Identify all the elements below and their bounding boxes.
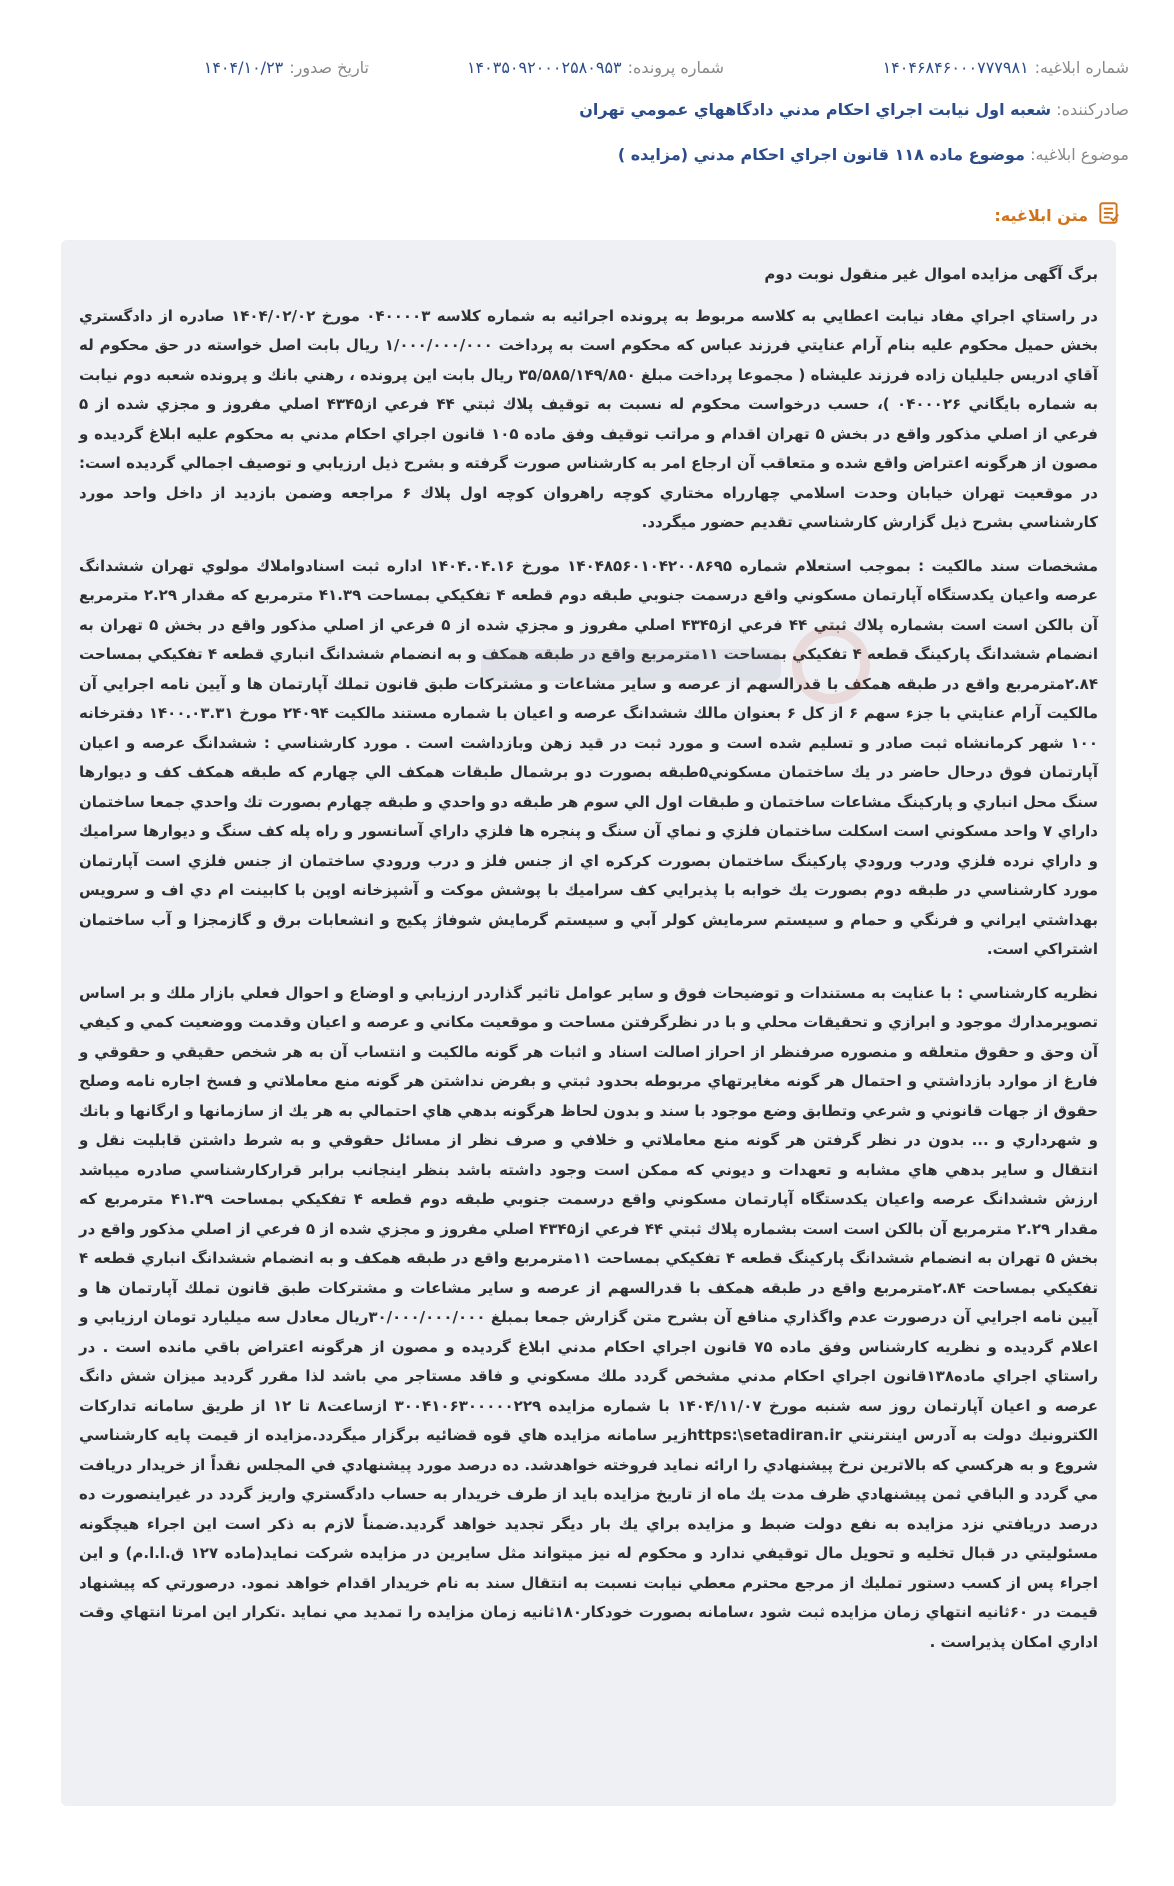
notice-text-title (994, 200, 1122, 230)
subject-label: موضوع ابلاغیه: (1030, 145, 1129, 164)
notice-text-title-label: متن ابلاغیه: (994, 205, 1088, 225)
issue-date-field (204, 58, 369, 77)
issuer-value: شعبه اول نيابت اجراي احكام مدني دادگاههاي عمومي تهران (579, 100, 1052, 119)
issuer-label: صادرکننده: (1056, 100, 1129, 119)
notice-number-label: شماره ابلاغیه: (1034, 58, 1129, 77)
case-number-label: شماره پرونده: (627, 58, 724, 77)
subject-value: موضوع ماده ۱۱۸ قانون اجراي احكام مدني (مزايده ) (617, 145, 1025, 164)
notice-body (61, 240, 1116, 1806)
case-number-value: ۱۴۰۳۵۰۹۲۰۰۰۲۵۸۰۹۵۳ (466, 58, 622, 77)
header-meta-row (45, 58, 1129, 77)
paragraph-expert-opinion: نظريه كارشناسي : با عنايت به مستندات و توضيحات فوق و ساير عوامل تاثير گذاردر ارزيابي و اوضاع و احوال فعلي بازار ملك و بر اساس تصويرمدارك موجود و ابرازي و تحقيقات محلي و با در نظرگرفتن مساحت و موقعيت مكاني و عرصه و اعيان وقدمت ووضعيت كمي و كيفي آن وحق و حقوق متعلقه و منصوره صرفنظر از احراز اصالت اسناد و اثبات هر گونه مالكيت و انتساب آن به هر شخص حقيقي و حقوقي و فارغ از موارد بازداشتي و احتمال هر گونه مغايرتهاي مربوطه بحدود ثبتي و بفرض نداشتن هر گونه منع معاملاتي و فسخ اجاره نامه وصلح حقوق از جهات قانوني و شرعي وتطابق وضع موجود با سند و بدون لحاظ هرگونه بدهي هاي احتمالي به هر يك از سازمانها و ارگانها و بانك و شهرداري و ... بدون در نظر گرفتن هر گونه منع معاملاتي و خلافي و صرف نظر از مسائل حقوقي و به شرط داشتن قابليت نقل و انتقال و ساير بدهي هاي مشابه و تعهدات و ديوني كه ممكن است وجود داشته باشد بنظر اينجانب برابر قراركارشناسي صادره ميباشد ارزش ششدانگ عرصه واعيان يكدستگاه آپارتمان مسكوني واقع درسمت جنوبي طبقه دوم قطعه ۴ تفكيكي بمساحت ۴۱.۳۹ مترمربع كه مقدار ۲.۲۹ مترمربع آن بالكن است است بشماره پلاك ثبتي ۴۴ فرعي از۴۳۴۵ اصلي مفروز و مجزي شده از ۵ فرعي از اصلي مذكور واقع در بخش ۵ تهران به انضمام ششدانگ پاركينگ قطعه ۴ تفكيكي بمساحت ۱۱مترمربع واقع در طبقه همكف و به انضمام ششدانگ انباري قطعه ۴ تفكيكي بمساحت ۲.۸۴مترمربع واقع در طبقه همكف با قدرالسهم از عرصه و ساير مشاعات و مشتركات طبق قانون تملك آپارتمان ها و آيين نامه اجرايي آن درصورت عدم واگذاري منافع آن بشرح متن گزارش جمعا بمبلغ ۳۰/۰۰۰/۰۰۰/۰۰۰ريال معادل سه ميليارد تومان ارزيابي و اعلام گرديده و نظريه كارشناس وفق ماده ۷۵ قانون اجراي احكام مدني ابلاغ گرديده و مصون از هرگونه اعتراض باقي مانده است . در راستاي اجراي ماده۱۳۸قانون اجراي احكام مدني مشخص گردد ملك مسكوني و فاقد مستاجر مي باشد لذا مقرر گرديد ميزان شش دانگ عرصه و اعيان آپارتمان روز سه شنبه مورخ ۱۴۰۴/۱۱/۰۷ با شماره مزايده ۳۰۰۴۱۰۶۳۰۰۰۰۰۲۲۹ ازساعت۸ تا ۱۲ از طريق سامانه تداركات الكترونيك دولت به آدرس اينترنتي https:\setadiran.irزير سامانه مزايده هاي قوه قضائيه برگزار ميگردد.مزايده از قيمت پايه كارشناسي شروع و به هركسي كه بالاترين نرخ پيشنهادي را ارائه نمايد فروخته خواهدشد. ده درصد مورد پيشنهادي في المجلس نقداً از خريدار دريافت مي گردد و الباقي ثمن پيشنهادي ظرف مدت يك ماه از تاريخ مزايده بايد از طرف خريدار به حساب دادگستري واريز گردد در غيراينصورت ده درصد دريافتي نزد مزايده به نفع دولت ضبط و مزايده براي يك بار ديگر تجديد خواهد گرديد.ضمناً لازم به ذكر است اين اجراء هيچگونه مسئوليتي در قبال تخليه و تحويل مال توقيفي ندارد و محكوم له نيز ميتواند مثل سايرين در مزايده شركت نمايد(ماده ۱۲۷ ق.ا.ا.م) و اين اجراء پس از كسب دستور تمليك از مرجع محترم معطي نيابت نسبت به انتقال سند به نام خريدار اقدام خواهد نمود. درصورتي كه پيشنهاد قيمت در ۶۰ثانيه انتهاي زمان مزايده ثبت شود ،سامانه بصورت خودكار۱۸۰ثانيه زمان مزايده را تمديد مي نمايد .تكرار اين امرتا انتهاي وقت اداري امكان پذيراست . (79, 983, 1099, 1651)
notice-number-field (724, 58, 1129, 77)
paragraph-intro: در راستاي اجراي مفاد نيابت اعطايي به كلاسه مربوط به پرونده اجرائيه به شماره كلاسه ۰۴۰۰۰۰۳ مورخ ۱۴۰۴/۰۲/۰۲ صادره از دادگستري بخش حميل محكوم عليه بنام آرام عنايتي فرزند عباس كه محكوم است به پرداخت ۱/۰۰۰/۰۰۰/۰۰۰ ريال بابت اصل خواسته در حق محكوم له آقاي ادريس جليليان زاده فرزند عليشاه ( مجموعا پرداخت مبلغ ۳۵/۵۸۵/۱۴۹/۸۵۰ ريال بابت اين پرونده ، رهني بانك و پرونده شعبه دوم نيابت به شماره بايگاني ۰۴۰۰۰۲۶ )، حسب درخواست محكوم له نسبت به توقيف پلاك ثبتي ۴۴ فرعي از۴۳۴۵ اصلي مفروز و مجزي شده از ۵ فرعي از اصلي مذكور واقع در بخش ۵ تهران اقدام و مراتب توقيف وفق ماده ۱۰۵ قانون اجراي احكام مدني به محكوم عليه ابلاغ گرديده و مصون از هرگونه اعتراض واقع شده و متعاقب آن ارجاع امر به كارشناس صورت گرفته و بشرح ذيل ارزيابي و توصيف اجمالي گرديده است: در موقعيت تهران خيابان وحدت اسلامي چهارراه مختاري كوچه راهروان كوچه اول پلاك ۶ مراجعه وضمن بازديد از داخل واحد مورد كارشناسي بشرح ذيل گزارش كارشناسي تقديم حضور ميگردد. (79, 306, 1099, 531)
subject-row (45, 145, 1129, 164)
issue-date-value: ۱۴۰۴/۱۰/۲۳ (203, 58, 284, 77)
notice-number-value: ۱۴۰۴۶۸۴۶۰۰۰۷۷۷۹۸۱ (882, 58, 1029, 77)
issuer-row (45, 100, 1129, 119)
case-number-field (369, 58, 724, 77)
paragraph-deed-details: مشخصات سند مالكيت : بموجب استعلام شماره ۱۴۰۴۸۵۶۰۱۰۴۲۰۰۸۶۹۵ مورخ ۱۴۰۴.۰۴.۱۶ اداره ثبت اسنادواملاك مولوي تهران ششدانگ عرصه واعيان يكدستگاه آپارتمان مسكوني واقع درسمت جنوبي طبقه دوم قطعه ۴ تفكيكي بمساحت ۴۱.۳۹ مترمربع كه مقدار ۲.۲۹ مترمربع آن بالكن است است بشماره پلاك ثبتي ۴۴ فرعي از۴۳۴۵ اصلي مفروز و مجزي شده از ۵ فرعي از اصلي مذكور واقع در بخش ۵ تهران به انضمام ششدانگ پاركينگ قطعه ۴ تفكيكي بمساحت ۱۱مترمربع واقع در طبقه همكف و به انضمام ششدانگ انباري قطعه ۴ تفكيكي بمساحت ۲.۸۴مترمربع واقع در طبقه همكف با قدرالسهم از عرصه و ساير مشاعات و مشتركات طبق قانون تملك آپارتمان ها و آيين نامه اجرايي آن مالكيت آرام عنايتي با جزء سهم ۶ از كل ۶ بعنوان مالك ششدانگ عرصه و اعيان با شماره مستند مالكيت ۲۴۰۹۴ مورخ ۱۴۰۰.۰۳.۳۱ دفترخانه ۱۰۰ شهر كرمانشاه ثبت صادر و تسليم شده است و مورد ثبت در قيد زهن وبازداشت است . مورد كارشناسي : ششدانگ عرصه و اعيان آپارتمان فوق درحال حاضر در يك ساختمان مسكوني۵طبقه بصورت دو برشمال طبقات همكف الي چهارم كه طبقه همكف كف و ديوارها سنگ محل انباري و پاركينگ مشاعات ساختمان و طبقات اول الي سوم هر طبقه دو واحدي و طبقه چهارم بصورت تك واحدي جمعا ساختمان داراي ۷ واحد مسكوني است اسكلت ساختمان فلزي و نماي آن سنگ و پنجره ها فلزي داراي آسانسور و راه پله كف سنگ و ديوارها سراميك و داراي نرده فلزي ودرب ورودي پاركينگ ساختمان بصورت كركره اي از جنس فلز و درب ورودي ساختمان از جنس فلزي است آپارتمان مورد كارشناسي در طبقه دوم بصورت يك خوابه با پذيرايي كف سراميك با پوشش موكت و آشپزخانه اوپن با كابينت ام دي اف و سرويس بهداشتي ايراني و فرنگي و حمام و سيستم سرمايش كولر آبي و سيستم گرمايش شوفاژ پكيج و انشعابات برق و گازمجزا و آب ساختمان اشتراكي است. (79, 556, 1098, 958)
notice-heading: برگ آگهی مزایده اموال غیر منقول نوبت دوم (764, 265, 1098, 283)
document-text-icon (1096, 200, 1122, 230)
issue-date-label: تاریخ صدور: (289, 58, 369, 77)
